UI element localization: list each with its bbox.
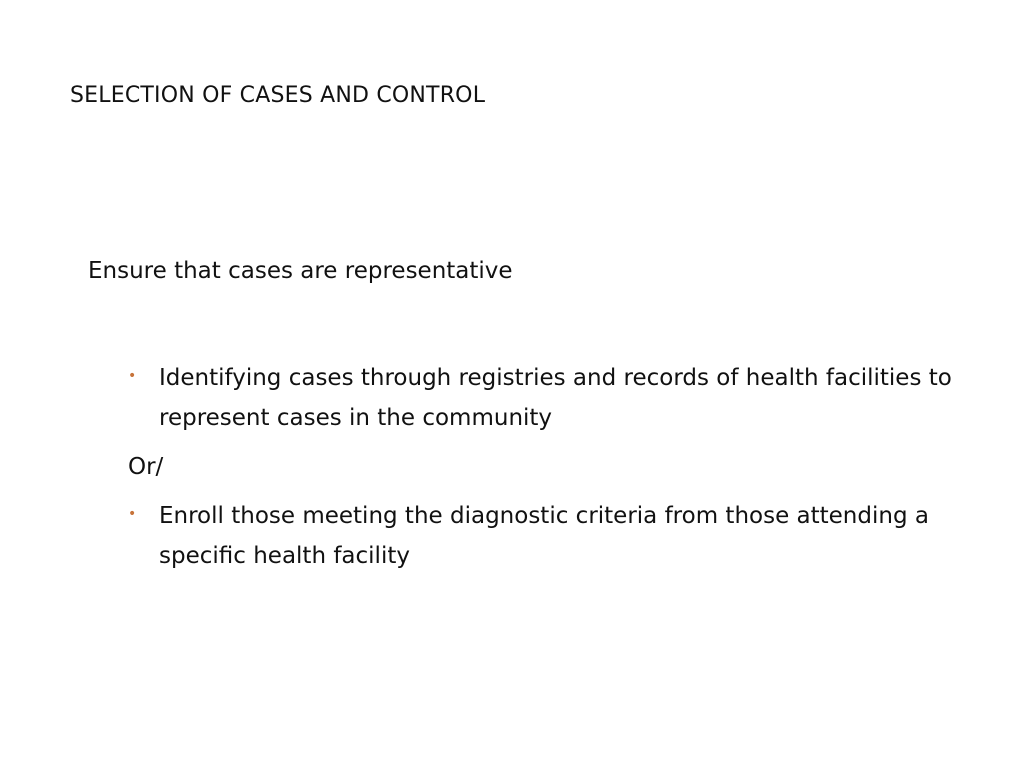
separator-text: Or/ (128, 454, 164, 480)
bullet-list (128, 358, 988, 576)
slide-title: SELECTION OF CASES AND CONTROL (70, 83, 486, 108)
bullet-text: Identifying cases through registries and records of health facilities to represent cases in the community (159, 365, 952, 431)
bullet-text: Enroll those meeting the diagnostic criteria from those attending a specific health facility (159, 503, 929, 569)
bullet-dot-icon: • (128, 368, 137, 384)
bullet-item-2 (128, 496, 988, 576)
bullet-item-1 (128, 358, 988, 438)
bullet-dot-icon: • (128, 506, 137, 522)
lead-text: Ensure that cases are representative (88, 258, 513, 284)
